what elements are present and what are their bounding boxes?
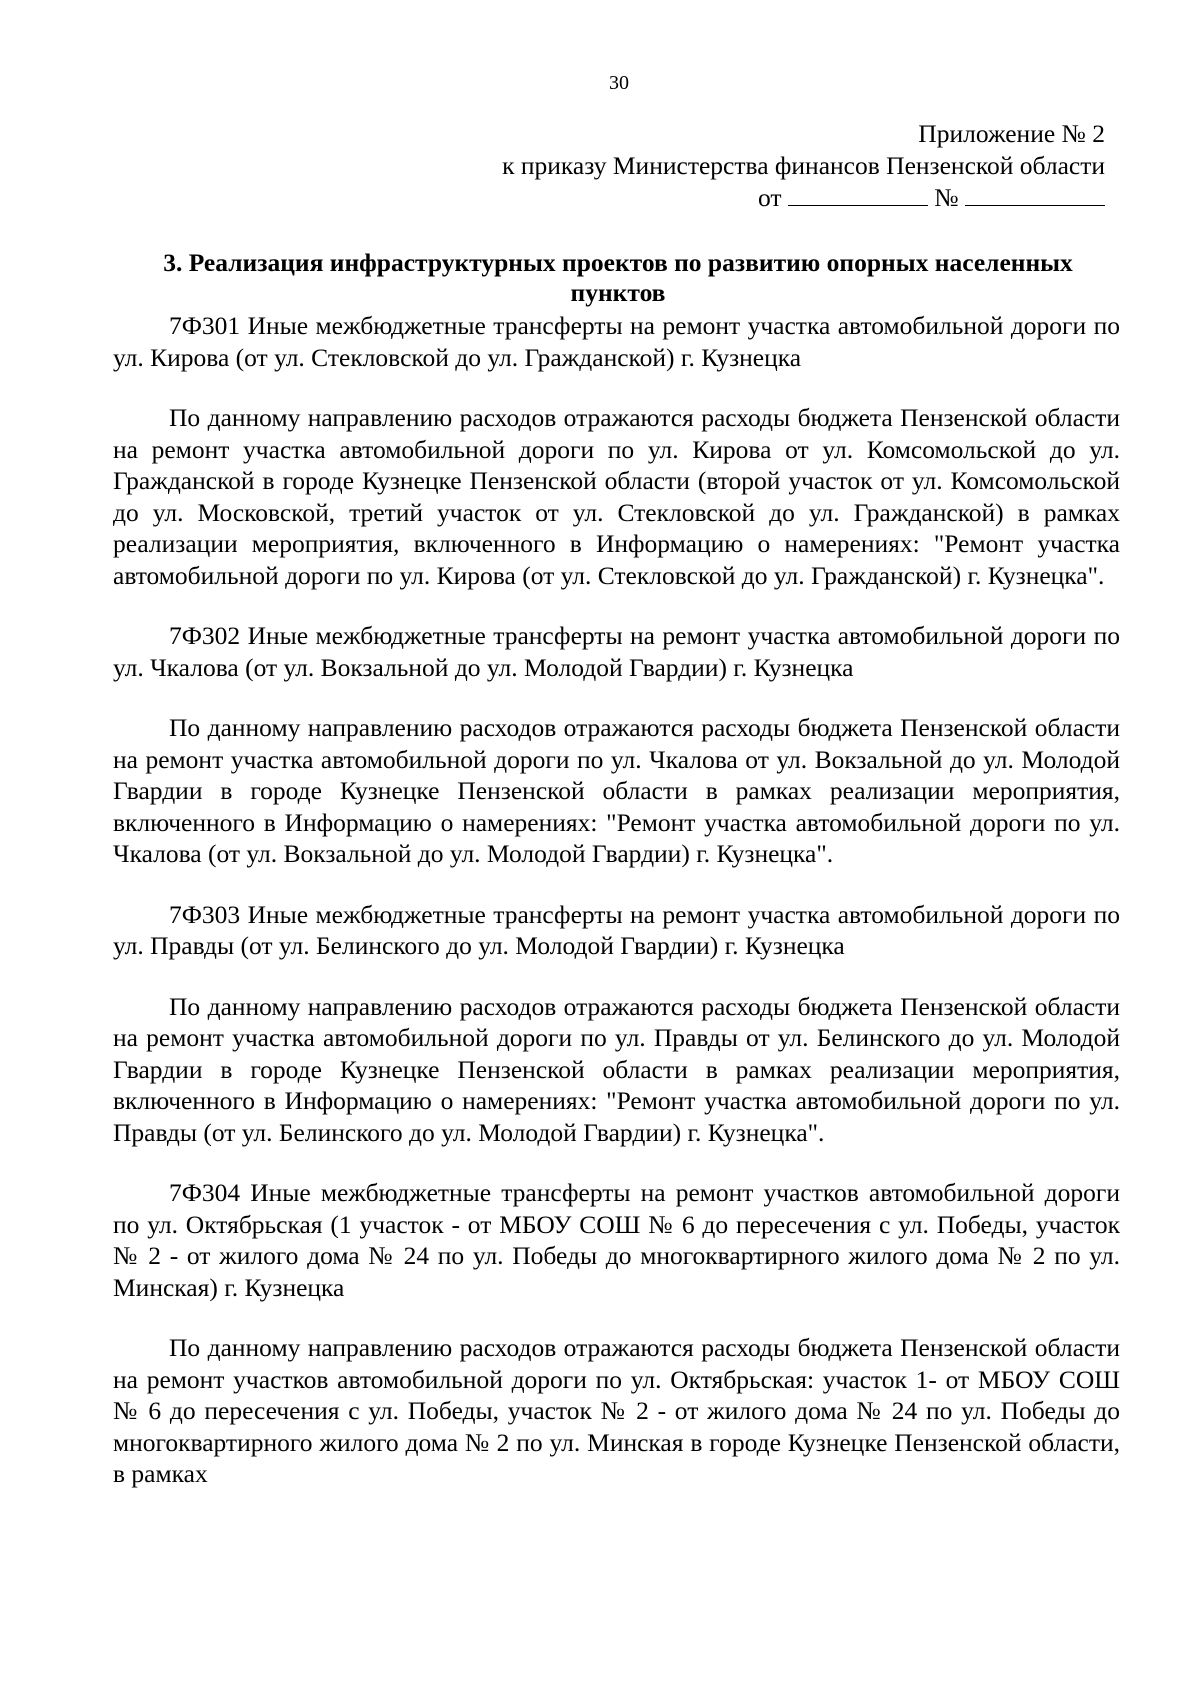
paragraph-7f304-heading: 7Ф304 Иные межбюджетные трансферты на ремонт участков автомобильной дороги по ул. Октябрьская (1 участок - от МБОУ СОШ № 6 до пересечения с ул. Победы, участок № 2 - от жилого дома № 24 по ул. Победы до многоквартирного жилого дома № 2 по ул. Минская) г. Кузнецка	[113, 1178, 1120, 1302]
annex-date-prefix: от	[757, 183, 782, 212]
annex-number-sign: №	[934, 183, 959, 212]
number-blank-line	[965, 183, 1105, 206]
paragraph-7f304-description: По данному направлению расходов отражаются расходы бюджета Пензенской области на ремонт участков автомобильной дороги по ул. Октябрьская: участок 1- от МБОУ СОШ № 6 до пересечения с ул. Победы, участок № 2 - от жилого дома № 24 по ул. Победы до многоквартирного жилого дома № 2 по ул. Минская в городе Кузнецке Пензенской области, в рамках	[113, 1333, 1120, 1488]
date-blank-line	[788, 183, 928, 206]
annex-date-line	[502, 182, 1105, 214]
page-number: 30	[609, 72, 629, 94]
paragraph-7f301-heading: 7Ф301 Иные межбюджетные трансферты на ремонт участка автомобильной дороги по ул. Кирова (от ул. Стекловской до ул. Гражданской) г. Кузнецка	[113, 311, 1120, 372]
annex-title: Приложение № 2	[918, 119, 1105, 148]
annex-order-reference: к приказу Министерства финансов Пензенской области	[502, 151, 1105, 180]
paragraph-7f303-description: По данному направлению расходов отражаются расходы бюджета Пензенской области на ремонт участка автомобильной дороги по ул. Правды от ул. Белинского до ул. Молодой Гвардии в городе Кузнецке Пензенской области в рамках реализации мероприятия, включенного в Информацию о намерениях: "Ремонт участка автомобильной дороги по ул. Правды (от ул. Белинского до ул. Молодой Гвардии) г. Кузнецка".	[113, 991, 1120, 1147]
section-title: 3. Реализация инфраструктурных проектов по развитию опорных населенных пунктов	[163, 248, 1073, 307]
paragraph-7f301-description: По данному направлению расходов отражаются расходы бюджета Пензенской области на ремонт участка автомобильной дороги по ул. Кирова от ул. Комсомольской до ул. Гражданской в городе Кузнецке Пензенской области (второй участок от ул. Комсомольской до ул. Московской, третий участок от ул. Стекловской до ул. Гражданской) в рамках реализации мероприятия, включенного в Информацию о намерениях: "Ремонт участка автомобильной дороги по ул. Кирова (от ул. Стекловской до ул. Гражданской) г. Кузнецка".	[113, 403, 1120, 590]
paragraph-7f303-heading: 7Ф303 Иные межбюджетные трансферты на ремонт участка автомобильной дороги по ул. Правды (от ул. Белинского до ул. Молодой Гвардии) г. Кузнецка	[113, 899, 1120, 960]
paragraph-7f302-heading: 7Ф302 Иные межбюджетные трансферты на ремонт участка автомобильной дороги по ул. Чкалова (от ул. Вокзальной до ул. Молодой Гвардии) г. Кузнецка	[113, 621, 1120, 682]
annex-header	[502, 118, 1105, 214]
document-body	[113, 310, 1120, 1490]
paragraph-7f302-description: По данному направлению расходов отражаются расходы бюджета Пензенской области на ремонт участка автомобильной дороги по ул. Чкалова от ул. Вокзальной до ул. Молодой Гвардии в городе Кузнецке Пензенской области в рамках реализации мероприятия, включенного в Информацию о намерениях: "Ремонт участка автомобильной дороги по ул. Чкалова (от ул. Вокзальной до ул. Молодой Гвардии) г. Кузнецка".	[113, 713, 1120, 868]
